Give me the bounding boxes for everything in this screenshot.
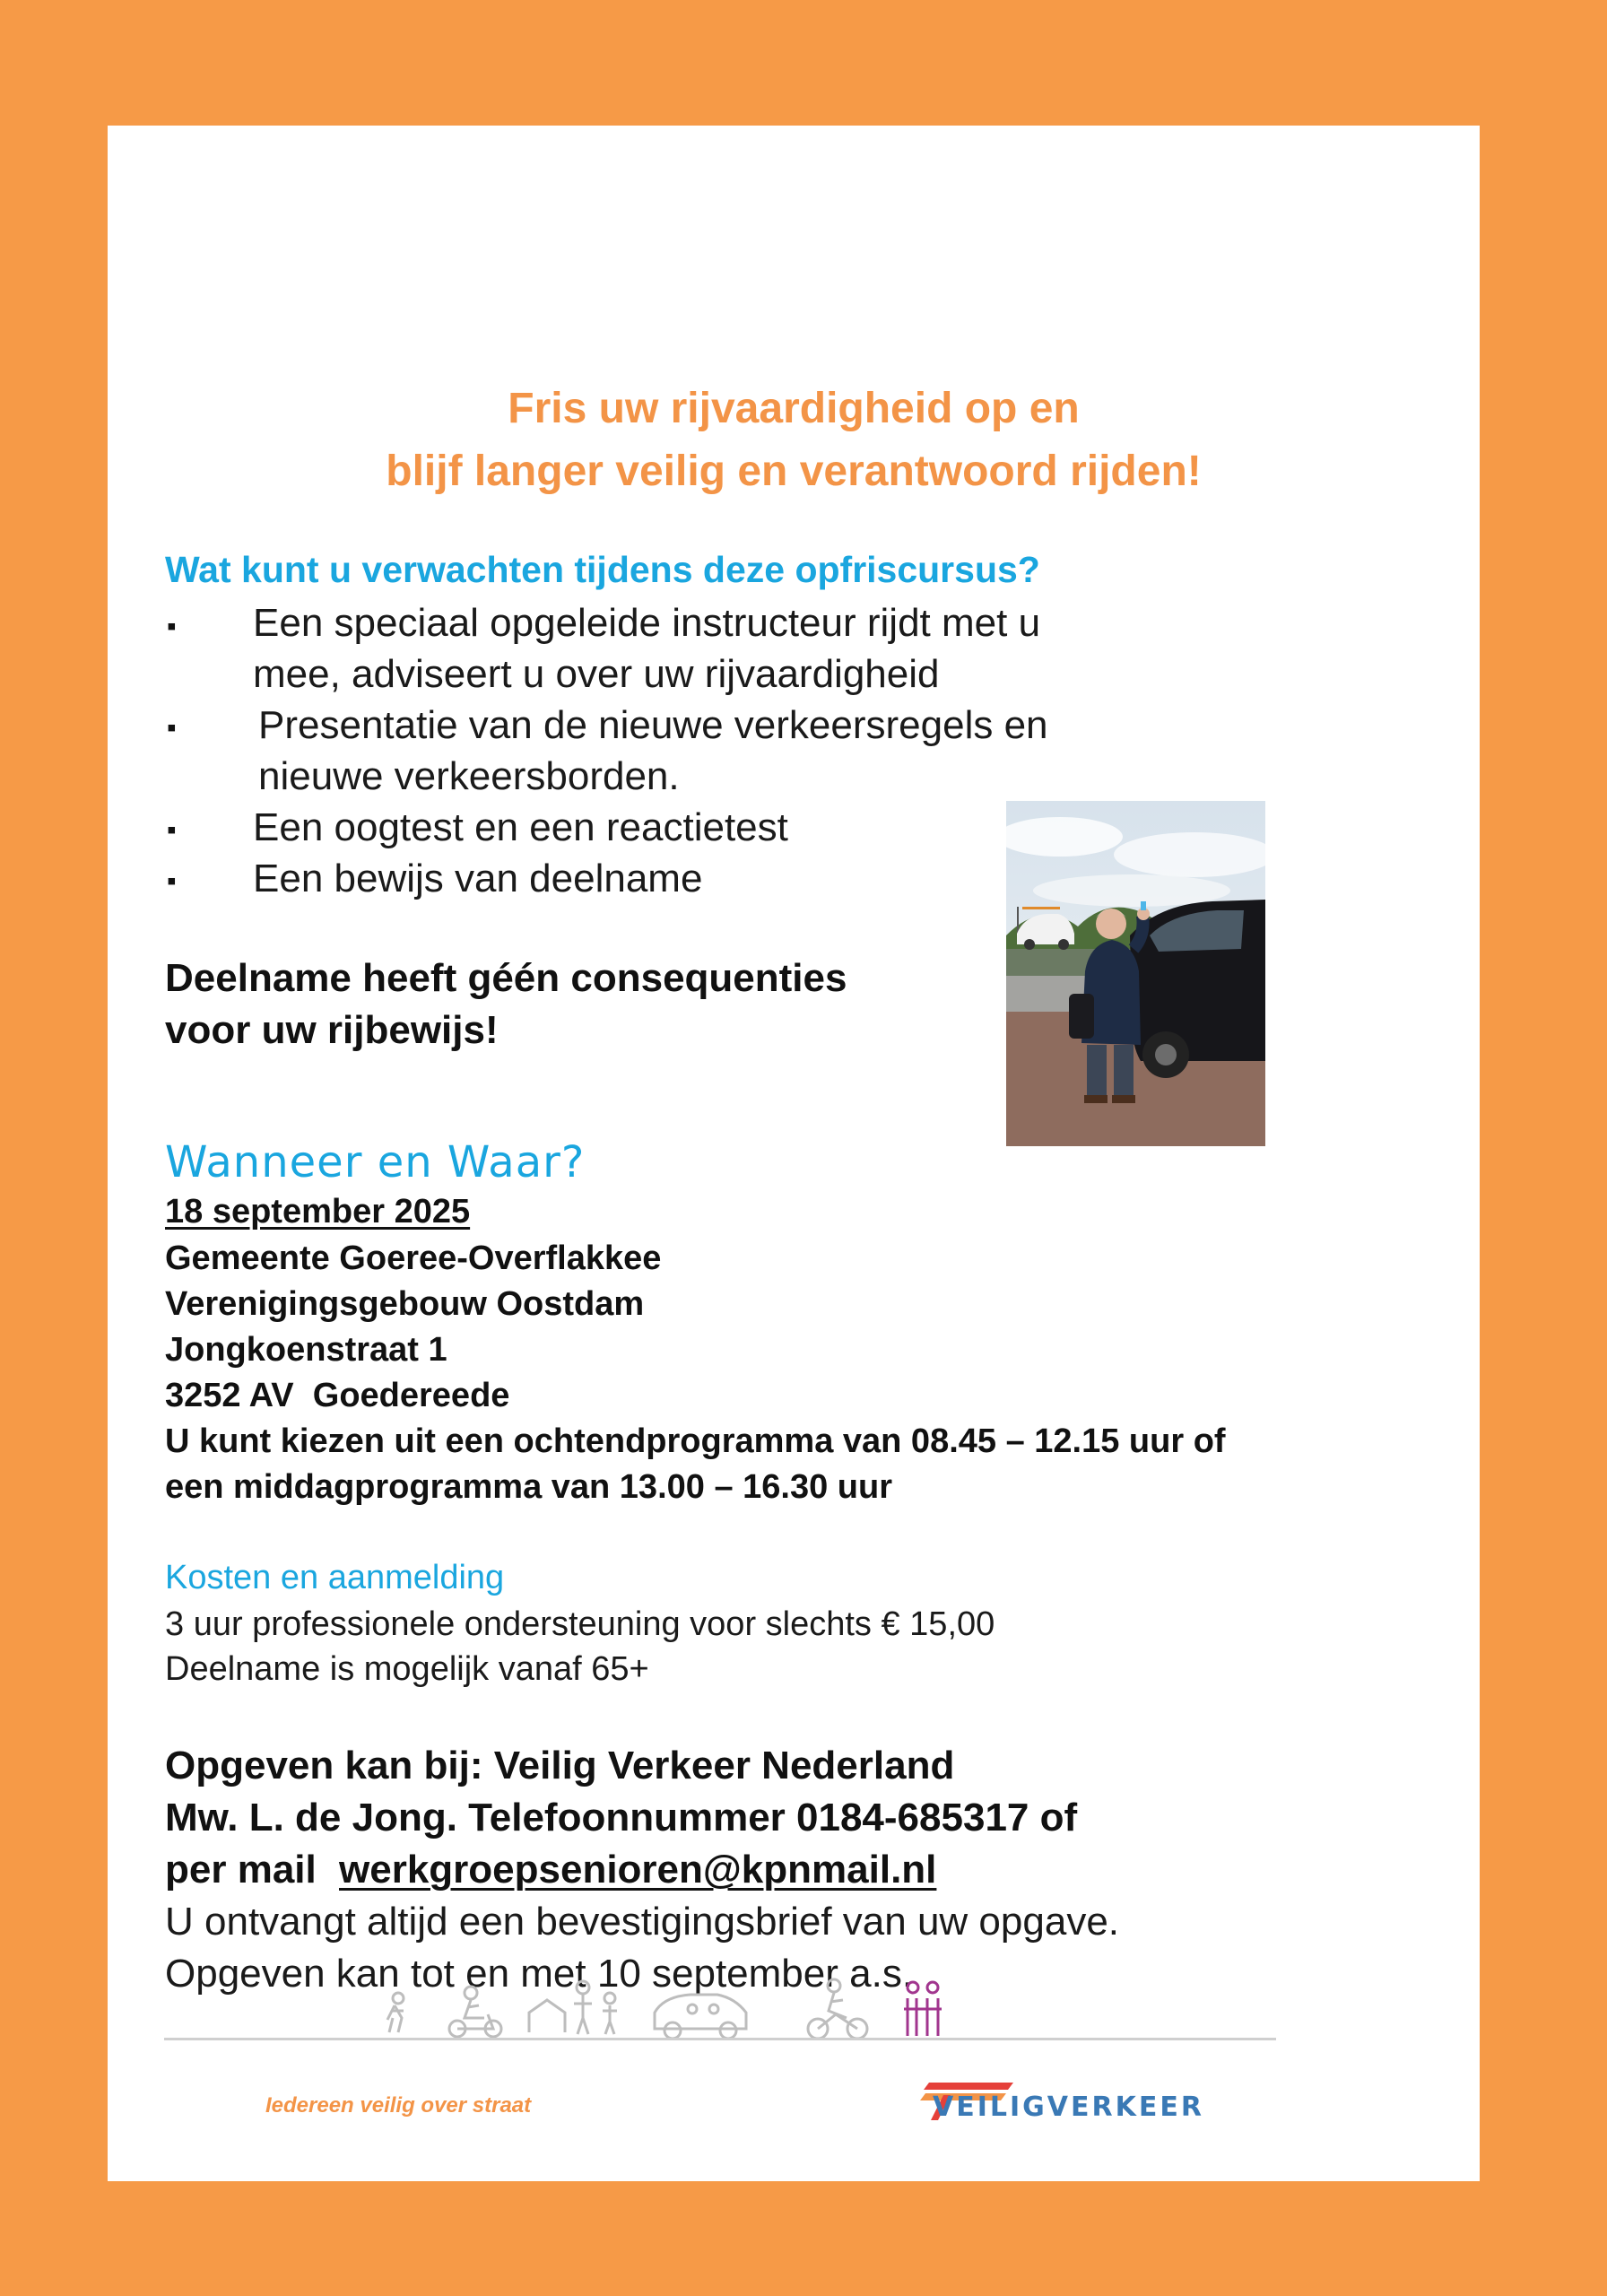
notice-line-2: voor uw rijbewijs! [165, 1008, 499, 1052]
street-address: Jongkoenstraat 1 [165, 1331, 447, 1369]
footer-slogan: Iedereen veilig over straat [265, 2093, 532, 2118]
signup-line-2: Mw. L. de Jong. Telefoonnummer 0184-685317 of [165, 1796, 1078, 1839]
signup-line-1: Opgeven kan bij: Veilig Verkeer Nederland [165, 1744, 955, 1787]
email-link[interactable]: werkgroepsenioren@kpnmail.nl [339, 1848, 937, 1892]
event-date: 18 september 2025 [165, 1193, 471, 1231]
veilig-verkeer-logo [913, 2070, 1209, 2133]
car-icon [655, 1995, 746, 2039]
traffic-pictograms [359, 1955, 1166, 2045]
costs-line-2: Deelname is mogelijk vanaf 65+ [165, 1650, 649, 1688]
bullet-marker: ▪ [167, 815, 177, 845]
scooter-icon [449, 1987, 501, 2037]
instructor-photo [1006, 801, 1265, 1146]
program-line-1: U kunt kiezen uit een ochtendprogramma van 08.45 – 12.15 uur of [165, 1422, 1226, 1460]
bullet-3: Een oogtest en een reactietest [253, 805, 788, 849]
venue: Verenigingsgebouw Oostdam [165, 1285, 645, 1323]
signup-deadline: Opgeven kan tot en met 10 september a.s. [165, 1952, 914, 1996]
headline-line-1: Fris uw rijvaardigheid op en [508, 385, 1080, 432]
municipality: Gemeente Goeree-Overflakkee [165, 1239, 662, 1277]
bullet-1-line-1: Een speciaal opgeleide instructeur rijdt met u [253, 601, 1041, 645]
logo-wordmark: VEILIGVERKEER [933, 2092, 1204, 2123]
costs-line-1: 3 uur professionele ondersteuning voor slechts € 15,00 [165, 1605, 995, 1643]
expect-heading: Wat kunt u verwachten tijdens deze opfriscursus? [165, 549, 1040, 590]
bullet-marker: ▪ [167, 713, 177, 743]
bullet-2-line-2: nieuwe verkeersborden. [258, 754, 680, 798]
headline-line-2: blijf langer veilig en verantwoord rijden! [386, 448, 1202, 495]
flyer-page [108, 126, 1480, 2181]
when-where-heading: Wanneer en Waar? [165, 1137, 586, 1187]
bullet-1-line-2: mee, adviseert u over uw rijvaardigheid [253, 652, 940, 696]
bullet-4: Een bewijs van deelname [253, 857, 703, 900]
cyclist-icon [808, 1979, 867, 2039]
notice-line-1: Deelname heeft géén consequenties [165, 956, 847, 1000]
costs-heading: Kosten en aanmelding [165, 1559, 505, 1596]
bullet-marker: ▪ [167, 612, 177, 641]
bullet-marker: ▪ [167, 866, 177, 896]
postal-city: 3252 AV Goedereede [165, 1377, 510, 1414]
program-line-2: een middagprogramma van 13.00 – 16.30 uur [165, 1468, 893, 1506]
signup-mail-prefix: per mail [165, 1848, 317, 1892]
pedestrian-icon [387, 1993, 404, 2032]
seniors-icon [904, 1982, 942, 2036]
signup-confirmation: U ontvangt altijd een bevestigingsbrief van uw opgave. [165, 1900, 1120, 1944]
bullet-2-line-1: Presentatie van de nieuwe verkeersregels en [258, 703, 1048, 747]
family-icon [529, 1981, 617, 2034]
footer-divider [164, 2038, 1276, 2040]
